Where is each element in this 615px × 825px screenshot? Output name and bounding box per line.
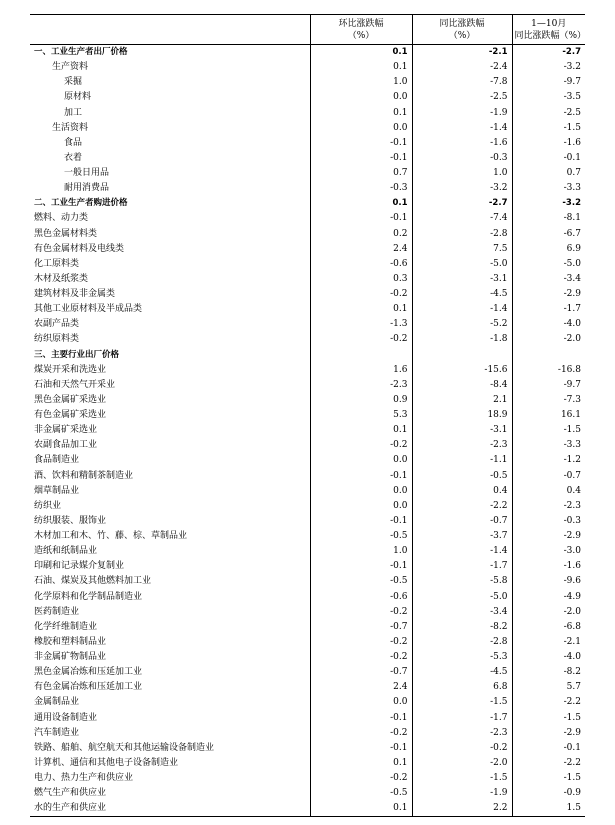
table-row	[30, 484, 585, 499]
row-name-cell: 有色金属材料及电线类	[30, 242, 310, 257]
table-row	[30, 453, 585, 468]
table-row	[30, 242, 585, 257]
row-yoy-cell: -1.4	[412, 302, 512, 317]
section-row	[30, 348, 585, 363]
table-row	[30, 121, 585, 136]
row-yoy-cell: -4.5	[412, 665, 512, 680]
row-name-cell: 黑色金属材料类	[30, 227, 310, 242]
row-name-cell: 纺织业	[30, 499, 310, 514]
row-yoy-cell: -2.7	[412, 196, 512, 211]
row-mom-cell: -0.2	[310, 726, 412, 741]
row-name-cell: 原材料	[30, 90, 310, 105]
header-ytd-yoy-change	[512, 15, 585, 45]
table-row	[30, 166, 585, 181]
table-row	[30, 90, 585, 105]
row-name-cell: 有色金属冶炼和压延加工业	[30, 680, 310, 695]
row-mom-cell: -0.1	[310, 711, 412, 726]
row-ytd-cell: -9.6	[563, 576, 581, 587]
row-yoy-cell: -3.1	[412, 272, 512, 287]
row-name-cell: 采掘	[30, 75, 310, 90]
row-mom-cell: 0.1	[310, 756, 412, 771]
row-mom-cell: -0.5	[310, 574, 412, 589]
header-yoy-line2: （%）	[448, 30, 476, 41]
header-mom-line2: （%）	[347, 30, 375, 41]
row-yoy-cell: 1.0	[412, 166, 512, 181]
row-name-cell: 衣着	[30, 151, 310, 166]
row-name-cell: 印刷和记录媒介复制业	[30, 559, 310, 574]
row-ytd-cell: -6.7	[563, 228, 581, 239]
row-ytd-cell: -2.2	[563, 697, 581, 708]
row-name-cell: 木材及纸浆类	[30, 272, 310, 287]
table-row	[30, 514, 585, 529]
row-mom-cell: 0.1	[310, 423, 412, 438]
table-row	[30, 287, 585, 302]
row-name-cell: 一、工业生产者出厂价格	[30, 45, 310, 61]
row-mom-cell: -0.2	[310, 605, 412, 620]
table-row	[30, 635, 585, 650]
row-ytd-cell: -3.4	[563, 273, 581, 284]
row-name-cell: 食品制造业	[30, 453, 310, 468]
table-row	[30, 801, 585, 817]
table-row	[30, 786, 585, 801]
row-ytd-cell: -3.5	[563, 92, 581, 103]
row-ytd-cell: -2.5	[563, 107, 581, 118]
row-name-cell: 通用设备制造业	[30, 711, 310, 726]
row-mom-cell: -0.1	[310, 151, 412, 166]
row-mom-cell: -1.3	[310, 317, 412, 332]
row-ytd-cell: -2.9	[563, 531, 581, 542]
row-yoy-cell: -1.9	[412, 106, 512, 121]
table-header-row	[30, 15, 585, 45]
row-yoy-cell: -1.5	[412, 771, 512, 786]
row-name-cell: 医药制造业	[30, 605, 310, 620]
table-row	[30, 529, 585, 544]
row-ytd-cell: -4.9	[563, 591, 581, 602]
row-mom-cell: 5.3	[310, 408, 412, 423]
row-yoy-cell: -7.4	[412, 211, 512, 226]
table-row	[30, 106, 585, 121]
row-mom-cell: 1.0	[310, 75, 412, 90]
row-ytd-cell: -1.7	[563, 304, 581, 315]
table-row	[30, 211, 585, 226]
table-row	[30, 423, 585, 438]
row-ytd-cell: -2.0	[563, 334, 581, 345]
header-mom-change	[310, 15, 412, 45]
row-name-cell: 其他工业原材料及半成品类	[30, 302, 310, 317]
table-row	[30, 302, 585, 317]
row-yoy-cell	[412, 348, 512, 363]
row-name-cell: 计算机、通信和其他电子设备制造业	[30, 756, 310, 771]
table-row	[30, 756, 585, 771]
row-yoy-cell: 0.4	[412, 484, 512, 499]
row-yoy-cell: -1.1	[412, 453, 512, 468]
row-name-cell: 电力、热力生产和供应业	[30, 771, 310, 786]
row-name-cell: 酒、饮料和精制茶制造业	[30, 469, 310, 484]
row-name-cell: 化学原料和化学制品制造业	[30, 590, 310, 605]
row-ytd-cell: -0.7	[563, 470, 581, 481]
section-row	[30, 45, 585, 61]
table-row	[30, 590, 585, 605]
row-yoy-cell: -2.5	[412, 90, 512, 105]
row-mom-cell: -0.2	[310, 771, 412, 786]
row-yoy-cell: -0.5	[412, 469, 512, 484]
price-index-table	[30, 14, 585, 817]
row-ytd-cell: -2.7	[562, 47, 581, 58]
table-row	[30, 257, 585, 272]
row-ytd-cell: -2.1	[563, 636, 581, 647]
row-mom-cell: -0.3	[310, 181, 412, 196]
row-yoy-cell: -3.7	[412, 529, 512, 544]
row-name-cell: 石油和天然气开采业	[30, 378, 310, 393]
row-name-cell: 化学纤维制造业	[30, 620, 310, 635]
row-name-cell: 木材加工和木、竹、藤、棕、草制品业	[30, 529, 310, 544]
row-name-cell: 食品	[30, 136, 310, 151]
row-mom-cell: -0.2	[310, 438, 412, 453]
row-yoy-cell: -1.4	[412, 121, 512, 136]
row-mom-cell: 0.1	[310, 45, 412, 61]
row-yoy-cell: -2.3	[412, 726, 512, 741]
row-ytd-cell: -3.2	[562, 198, 581, 209]
row-ytd-cell: -5.0	[563, 258, 581, 269]
row-mom-cell: 0.0	[310, 499, 412, 514]
row-mom-cell: 0.0	[310, 453, 412, 468]
row-ytd-cell: -7.3	[563, 394, 581, 405]
row-name-cell: 汽车制造业	[30, 726, 310, 741]
row-mom-cell: -0.5	[310, 529, 412, 544]
row-name-cell: 化工原料类	[30, 257, 310, 272]
row-yoy-cell: -2.0	[412, 756, 512, 771]
row-mom-cell: 2.4	[310, 680, 412, 695]
row-ytd-cell: -8.1	[563, 213, 581, 224]
row-yoy-cell: -15.6	[412, 363, 512, 378]
row-yoy-cell: -5.3	[412, 650, 512, 665]
row-mom-cell: -0.7	[310, 665, 412, 680]
row-ytd-cell: -1.5	[563, 712, 581, 723]
row-ytd-cell: 5.7	[566, 682, 581, 693]
row-mom-cell: 0.1	[310, 801, 412, 817]
row-yoy-cell: -1.8	[412, 332, 512, 347]
row-name-cell: 农副产品类	[30, 317, 310, 332]
row-yoy-cell: -5.8	[412, 574, 512, 589]
row-mom-cell: 0.0	[310, 484, 412, 499]
row-mom-cell: 0.0	[310, 695, 412, 710]
row-name-cell: 生产资料	[30, 60, 310, 75]
row-yoy-cell: -5.2	[412, 317, 512, 332]
row-ytd-cell: -9.7	[563, 77, 581, 88]
row-yoy-cell: -7.8	[412, 75, 512, 90]
table-row	[30, 317, 585, 332]
header-item-column	[30, 15, 310, 45]
row-yoy-cell: -8.4	[412, 378, 512, 393]
row-ytd-cell: 0.7	[566, 168, 581, 179]
row-ytd-cell: -0.3	[563, 515, 581, 526]
table-row	[30, 363, 585, 378]
row-ytd-cell: -16.8	[557, 364, 581, 375]
row-ytd-cell: -4.0	[563, 652, 581, 663]
row-mom-cell: -0.1	[310, 559, 412, 574]
row-mom-cell: 0.1	[310, 302, 412, 317]
row-ytd-cell: -0.9	[563, 788, 581, 799]
row-mom-cell: 0.7	[310, 166, 412, 181]
row-mom-cell: 0.1	[310, 60, 412, 75]
row-mom-cell: 2.4	[310, 242, 412, 257]
row-ytd-cell: 6.9	[566, 243, 581, 254]
table-row	[30, 408, 585, 423]
row-ytd-cell: -0.1	[563, 742, 581, 753]
header-yoy-change	[412, 15, 512, 45]
table-row	[30, 393, 585, 408]
row-name-cell: 三、主要行业出厂价格	[30, 348, 310, 363]
row-ytd-cell: -1.5	[563, 122, 581, 133]
row-mom-cell: 1.6	[310, 363, 412, 378]
row-ytd-cell: -2.3	[563, 500, 581, 511]
row-mom-cell: -0.5	[310, 786, 412, 801]
row-yoy-cell: -3.2	[412, 181, 512, 196]
row-name-cell: 烟草制品业	[30, 484, 310, 499]
row-ytd-cell: 0.4	[566, 485, 581, 496]
row-ytd-cell: -1.2	[563, 455, 581, 466]
row-ytd-cell: -2.0	[563, 606, 581, 617]
table-row	[30, 438, 585, 453]
row-name-cell: 石油、煤炭及其他燃料加工业	[30, 574, 310, 589]
row-mom-cell: -0.2	[310, 287, 412, 302]
table-row	[30, 151, 585, 166]
table-row	[30, 227, 585, 242]
row-mom-cell	[310, 348, 412, 363]
section-row	[30, 196, 585, 211]
row-name-cell: 非金属矿采选业	[30, 423, 310, 438]
table-row	[30, 136, 585, 151]
row-mom-cell: -2.3	[310, 378, 412, 393]
row-yoy-cell: -3.1	[412, 423, 512, 438]
row-name-cell: 有色金属矿采选业	[30, 408, 310, 423]
row-yoy-cell: 18.9	[412, 408, 512, 423]
table-row	[30, 620, 585, 635]
row-name-cell: 一般日用品	[30, 166, 310, 181]
row-ytd-cell: -2.9	[563, 289, 581, 300]
table-row	[30, 665, 585, 680]
row-mom-cell: -0.1	[310, 136, 412, 151]
row-mom-cell: -0.7	[310, 620, 412, 635]
row-yoy-cell: -3.4	[412, 605, 512, 620]
row-name-cell: 非金属矿物制品业	[30, 650, 310, 665]
row-mom-cell: -0.1	[310, 211, 412, 226]
row-ytd-cell: -3.3	[563, 440, 581, 451]
row-ytd-cell: -1.5	[563, 425, 581, 436]
row-name-cell: 纺织服装、服饰业	[30, 514, 310, 529]
row-yoy-cell: -2.8	[412, 227, 512, 242]
row-name-cell: 铁路、船舶、航空航天和其他运输设备制造业	[30, 741, 310, 756]
row-mom-cell: -0.2	[310, 332, 412, 347]
row-ytd-cell: -6.8	[563, 621, 581, 632]
row-name-cell: 农副食品加工业	[30, 438, 310, 453]
row-mom-cell: 0.3	[310, 272, 412, 287]
row-yoy-cell: -2.4	[412, 60, 512, 75]
row-mom-cell: 1.0	[310, 544, 412, 559]
row-name-cell: 二、工业生产者购进价格	[30, 196, 310, 211]
table-row	[30, 181, 585, 196]
table-row	[30, 650, 585, 665]
row-ytd-cell: -2.2	[563, 757, 581, 768]
row-ytd-cell: -3.3	[563, 183, 581, 194]
row-yoy-cell: -8.2	[412, 620, 512, 635]
row-yoy-cell: -1.5	[412, 695, 512, 710]
row-ytd-cell: 1.5	[512, 801, 585, 817]
row-ytd-cell: -3.0	[563, 546, 581, 557]
row-mom-cell: 0.0	[310, 90, 412, 105]
row-name-cell: 黑色金属矿采选业	[30, 393, 310, 408]
row-yoy-cell: 6.8	[412, 680, 512, 695]
row-mom-cell: -0.6	[310, 257, 412, 272]
row-yoy-cell: -0.3	[412, 151, 512, 166]
row-yoy-cell: -1.9	[412, 786, 512, 801]
table-row	[30, 680, 585, 695]
row-name-cell: 金属制品业	[30, 695, 310, 710]
row-mom-cell: -0.1	[310, 741, 412, 756]
row-ytd-cell: -1.5	[563, 773, 581, 784]
row-yoy-cell: -1.4	[412, 544, 512, 559]
header-ytd-line1: 1—10月	[531, 18, 567, 29]
row-name-cell: 纺织原料类	[30, 332, 310, 347]
table-row	[30, 695, 585, 710]
table-row	[30, 711, 585, 726]
table-row	[30, 544, 585, 559]
row-ytd-cell: -4.0	[563, 319, 581, 330]
row-yoy-cell: 2.2	[412, 801, 512, 817]
row-mom-cell: 0.0	[310, 121, 412, 136]
row-ytd-cell: -0.1	[563, 152, 581, 163]
table-row	[30, 60, 585, 75]
row-ytd-cell: -8.2	[563, 667, 581, 678]
table-row	[30, 574, 585, 589]
row-yoy-cell: -1.7	[412, 559, 512, 574]
row-yoy-cell: -2.8	[412, 635, 512, 650]
row-name-cell: 黑色金属冶炼和压延加工业	[30, 665, 310, 680]
table-row	[30, 75, 585, 90]
row-yoy-cell: 7.5	[412, 242, 512, 257]
row-name-cell: 建筑材料及非金属类	[30, 287, 310, 302]
row-yoy-cell: -2.1	[412, 45, 512, 61]
table-row	[30, 741, 585, 756]
row-ytd-cell: -9.7	[563, 379, 581, 390]
row-yoy-cell: -0.7	[412, 514, 512, 529]
header-mom-line1: 环比涨跌幅	[338, 18, 384, 29]
row-mom-cell: -0.1	[310, 469, 412, 484]
row-yoy-cell: -4.5	[412, 287, 512, 302]
table-row	[30, 378, 585, 393]
row-name-cell: 造纸和纸制品业	[30, 544, 310, 559]
table-row	[30, 332, 585, 347]
row-yoy-cell: -0.2	[412, 741, 512, 756]
row-yoy-cell: 2.1	[412, 393, 512, 408]
row-yoy-cell: -1.6	[412, 136, 512, 151]
row-name-cell: 燃气生产和供应业	[30, 786, 310, 801]
row-yoy-cell: -1.7	[412, 711, 512, 726]
row-mom-cell: 0.1	[310, 106, 412, 121]
header-yoy-line1: 同比涨跌幅	[439, 18, 485, 29]
row-yoy-cell: -2.3	[412, 438, 512, 453]
row-yoy-cell: -5.0	[412, 590, 512, 605]
row-ytd-cell: -3.2	[563, 62, 581, 73]
row-ytd-cell: -1.6	[563, 561, 581, 572]
row-name-cell: 加工	[30, 106, 310, 121]
row-ytd-cell: 16.1	[560, 410, 581, 421]
row-mom-cell: 0.9	[310, 393, 412, 408]
table-row	[30, 499, 585, 514]
row-mom-cell: -0.6	[310, 590, 412, 605]
row-mom-cell: -0.2	[310, 650, 412, 665]
table-row	[30, 726, 585, 741]
row-mom-cell: -0.2	[310, 635, 412, 650]
table-row	[30, 605, 585, 620]
row-name-cell: 煤炭开采和洗选业	[30, 363, 310, 378]
row-ytd-cell: -1.6	[563, 137, 581, 148]
row-ytd-cell	[512, 348, 585, 363]
row-yoy-cell: -5.0	[412, 257, 512, 272]
row-yoy-cell: -2.2	[412, 499, 512, 514]
row-ytd-cell: -2.9	[563, 727, 581, 738]
row-name-cell: 燃料、动力类	[30, 211, 310, 226]
table-row	[30, 559, 585, 574]
table-row	[30, 469, 585, 484]
row-mom-cell: 0.1	[310, 196, 412, 211]
row-name-cell: 生活资料	[30, 121, 310, 136]
table-row	[30, 272, 585, 287]
row-name-cell: 耐用消费品	[30, 181, 310, 196]
row-name-cell: 橡胶和塑料制品业	[30, 635, 310, 650]
header-ytd-line2: 同比涨跌幅（%）	[514, 30, 587, 41]
row-mom-cell: 0.2	[310, 227, 412, 242]
row-name-cell: 水的生产和供应业	[30, 801, 310, 817]
price-index-table-container	[30, 14, 585, 817]
table-body	[30, 45, 585, 817]
table-row	[30, 771, 585, 786]
row-mom-cell: -0.1	[310, 514, 412, 529]
